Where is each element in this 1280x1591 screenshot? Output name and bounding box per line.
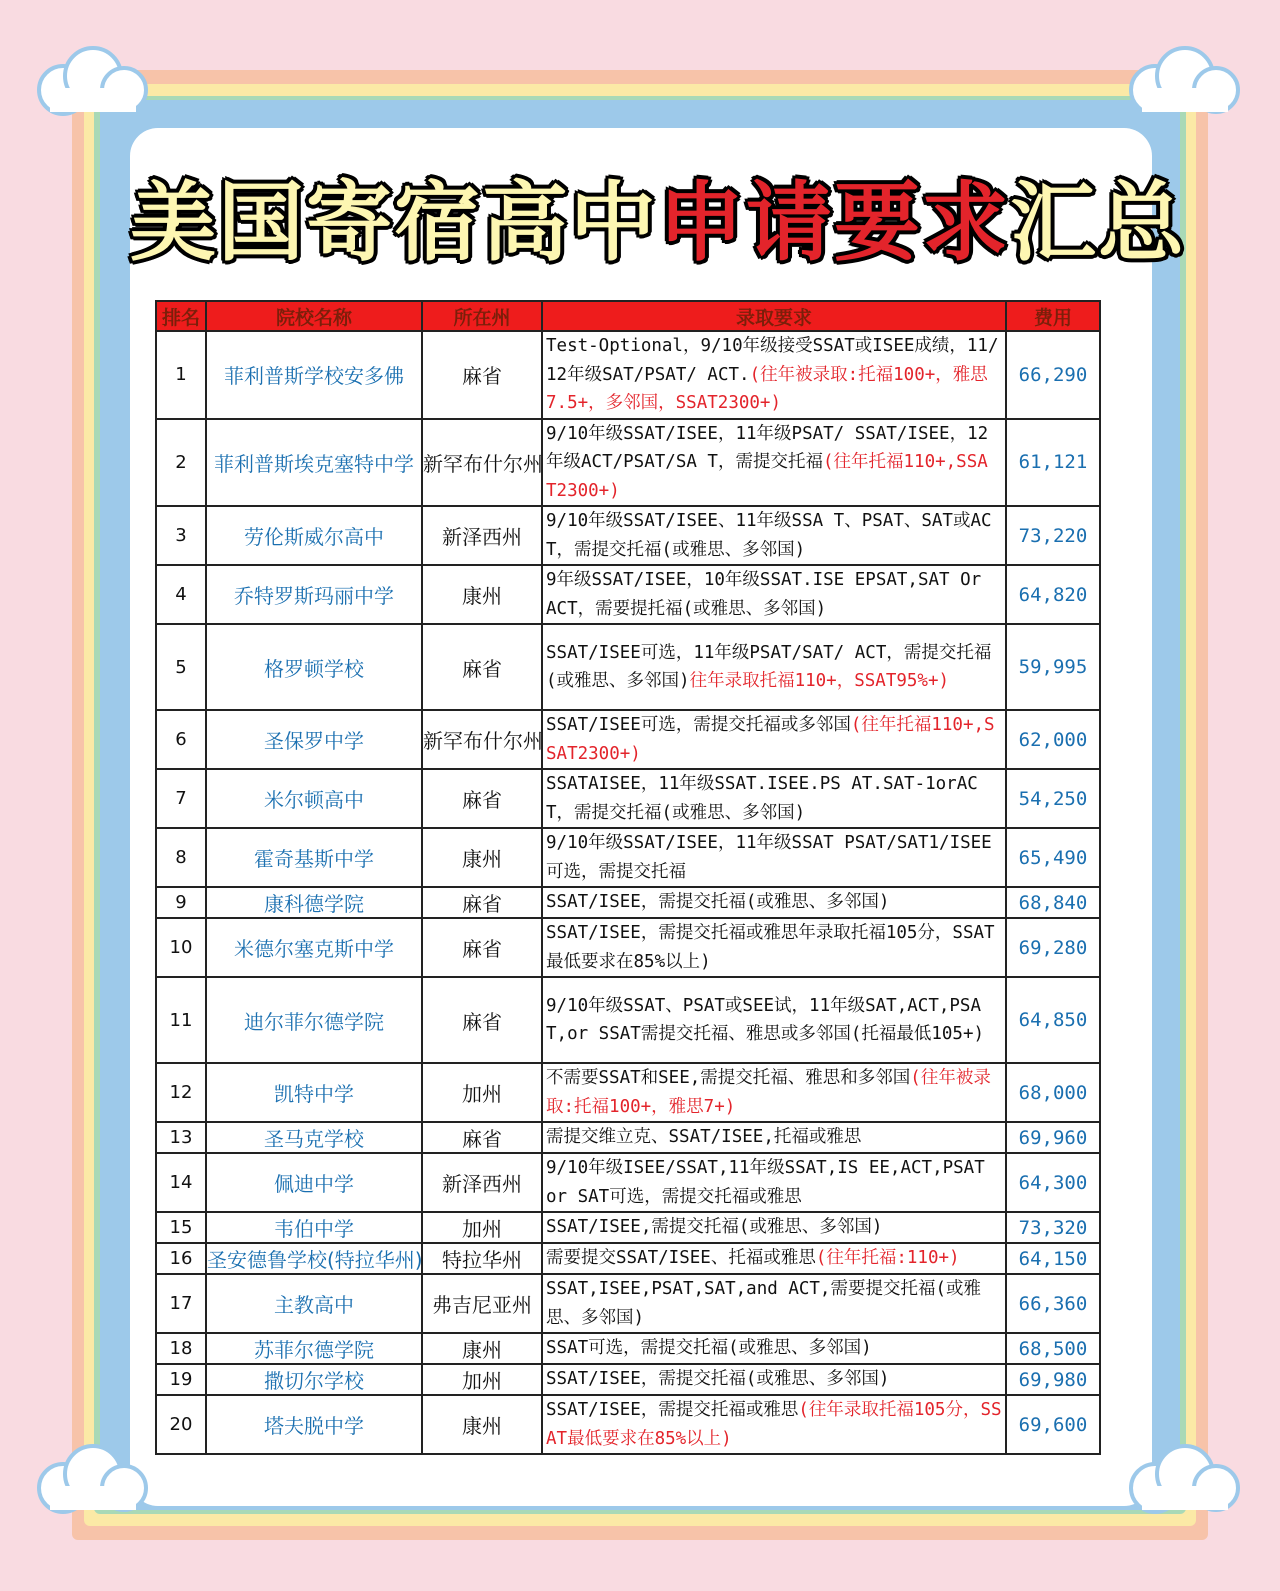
table-header-row: [156, 301, 1100, 331]
state-cell: 康州: [422, 828, 542, 887]
rank-cell: 2: [156, 419, 206, 507]
fee-cell: 68,500: [1006, 1333, 1100, 1364]
requirements-cell: [542, 769, 1006, 828]
requirements-cell: [542, 1274, 1006, 1333]
rank-cell: 19: [156, 1364, 206, 1395]
state-cell: 康州: [422, 1333, 542, 1364]
fee-cell: 64,820: [1006, 565, 1100, 624]
table-row: [156, 918, 1100, 977]
requirements-cell: [542, 1333, 1006, 1364]
school-name-cell: 主教高中: [206, 1274, 422, 1333]
rank-cell: 17: [156, 1274, 206, 1333]
school-name-cell: 菲利普斯学校安多佛: [206, 331, 422, 419]
state-cell: 新泽西州: [422, 506, 542, 565]
requirements-text: Test-Optional，9/10年级接受SSAT或ISEE成绩，11/12年级SAT/PSAT/ ACT.: [546, 336, 999, 385]
state-cell: 加州: [422, 1212, 542, 1243]
rank-cell: 15: [156, 1212, 206, 1243]
table-row: [156, 624, 1100, 710]
table-row: [156, 710, 1100, 769]
school-name-cell: 撒切尔学校: [206, 1364, 422, 1395]
fee-cell: 73,320: [1006, 1212, 1100, 1243]
requirements-text: 9/10年级SSAT、PSAT或SEE试，11年级SAT,ACT,PSAT,or SSAT需提交托福、雅思或多邻国(托福最低105+): [546, 995, 985, 1044]
fee-cell: 62,000: [1006, 710, 1100, 769]
state-cell: 新罕布什尔州: [422, 710, 542, 769]
state-cell: 康州: [422, 565, 542, 624]
requirements-note: (往年被录取:托福100+，雅思7+): [546, 1068, 991, 1117]
table-row: [156, 565, 1100, 624]
state-cell: 麻省: [422, 918, 542, 977]
cloud-icon: [1120, 42, 1250, 122]
school-name-cell: 米尔顿高中: [206, 769, 422, 828]
requirements-text: SSAT/ISEE，需提交托福或雅思: [546, 1400, 799, 1420]
rank-cell: 16: [156, 1243, 206, 1274]
state-cell: 麻省: [422, 769, 542, 828]
rank-cell: 7: [156, 769, 206, 828]
school-name-cell: 乔特罗斯玛丽中学: [206, 565, 422, 624]
school-name-cell: 圣马克学校: [206, 1122, 422, 1153]
fee-cell: 64,850: [1006, 977, 1100, 1063]
requirements-cell: [542, 710, 1006, 769]
header-rank: 排名: [156, 301, 206, 331]
fee-cell: 68,840: [1006, 887, 1100, 918]
requirements-cell: [542, 887, 1006, 918]
requirements-text: SSAT/ISEE，需提交托福(或雅思、多邻国): [546, 1369, 890, 1390]
school-name-cell: 康科德学院: [206, 887, 422, 918]
title-part-2: 申请要求: [658, 173, 1010, 273]
school-name-cell: 迪尔菲尔德学院: [206, 977, 422, 1063]
fee-cell: 68,000: [1006, 1063, 1100, 1122]
requirements-text: 9年级SSAT/ISEE，10年级SSAT.ISE EPSAT,SAT Or ACT，需要提托福(或雅思、多邻国): [546, 570, 982, 619]
fee-cell: 61,121: [1006, 419, 1100, 507]
requirements-text: SSAT可选，需提交托福(或雅思、多邻国): [546, 1338, 872, 1359]
cloud-icon: [28, 1440, 158, 1520]
requirements-note: (往年托福:110+): [815, 1248, 960, 1269]
school-name-cell: 霍奇基斯中学: [206, 828, 422, 887]
cloud-icon: [28, 42, 158, 122]
table-row: [156, 887, 1100, 918]
state-cell: 麻省: [422, 887, 542, 918]
table-row: [156, 1122, 1100, 1153]
rank-cell: 5: [156, 624, 206, 710]
requirements-cell: [542, 1212, 1006, 1243]
school-name-cell: 塔夫脱中学: [206, 1395, 422, 1454]
state-cell: 新泽西州: [422, 1153, 542, 1212]
title-part-3: 汇总: [1010, 173, 1186, 273]
state-cell: 麻省: [422, 1122, 542, 1153]
requirements-cell: [542, 1364, 1006, 1395]
fee-cell: 69,600: [1006, 1395, 1100, 1454]
table-row: [156, 1063, 1100, 1122]
table-row: [156, 1364, 1100, 1395]
school-name-cell: 佩迪中学: [206, 1153, 422, 1212]
table-body: [156, 331, 1100, 1454]
requirements-note: (往年被录取:托福100+，雅思7.5+，多邻国，SSAT2300+): [546, 364, 988, 413]
page-title: [130, 168, 1186, 278]
table-row: [156, 1212, 1100, 1243]
rank-cell: 3: [156, 506, 206, 565]
requirements-text: 9/10年级SSAT/ISEE、11年级SSA T、PSAT、SAT或ACT，需提交托福(或雅思、多邻国): [546, 511, 992, 560]
table-row: [156, 1333, 1100, 1364]
requirements-cell: [542, 918, 1006, 977]
table-row: [156, 1395, 1100, 1454]
header-state: 所在州: [422, 301, 542, 331]
rank-cell: 10: [156, 918, 206, 977]
school-name-cell: 劳伦斯威尔高中: [206, 506, 422, 565]
requirements-cell: [542, 565, 1006, 624]
requirements-note: (往年录取托福105分，SSAT最低要求在85%以上): [546, 1400, 1002, 1449]
requirements-text: 需要提交SSAT/ISEE、托福或雅思: [546, 1248, 816, 1269]
table-row: [156, 828, 1100, 887]
state-cell: 新罕布什尔州: [422, 419, 542, 507]
requirements-text: SSAT/ISEE，需提交托福或雅思年录取托福105分，SSAT最低要求在85%以上): [546, 923, 995, 972]
requirements-note: (往年托福110+,SSA T2300+): [546, 452, 988, 501]
rank-cell: 18: [156, 1333, 206, 1364]
state-cell: 麻省: [422, 331, 542, 419]
fee-cell: 66,290: [1006, 331, 1100, 419]
school-name-cell: 苏菲尔德学院: [206, 1333, 422, 1364]
state-cell: 加州: [422, 1364, 542, 1395]
requirements-text: SSAT,ISEE,PSAT,SAT,and ACT,需要提交托福(或雅思、多邻国): [546, 1279, 982, 1328]
table-row: [156, 769, 1100, 828]
requirements-text: SSAT/ISEE，需提交托福(或雅思、多邻国): [546, 892, 890, 913]
requirements-cell: [542, 419, 1006, 507]
school-name-cell: 菲利普斯埃克塞特中学: [206, 419, 422, 507]
rank-cell: 13: [156, 1122, 206, 1153]
table-row: [156, 331, 1100, 419]
header-fee: 费用: [1006, 301, 1100, 331]
requirements-text: SSAT/ISEE可选，需提交托福或多邻国: [546, 715, 851, 735]
requirements-cell: [542, 506, 1006, 565]
rank-cell: 14: [156, 1153, 206, 1212]
cloud-icon: [1120, 1440, 1250, 1520]
requirements-cell: [542, 1395, 1006, 1454]
rank-cell: 11: [156, 977, 206, 1063]
fee-cell: 73,220: [1006, 506, 1100, 565]
school-name-cell: 凯特中学: [206, 1063, 422, 1122]
rank-cell: 1: [156, 331, 206, 419]
requirements-text: SSATAISEE，11年级SSAT.ISEE.PS AT.SAT-1orACT，需提交托福(或雅思、多邻国): [546, 774, 978, 823]
school-name-cell: 圣保罗中学: [206, 710, 422, 769]
table-row: [156, 1274, 1100, 1333]
fee-cell: 69,980: [1006, 1364, 1100, 1395]
rank-cell: 12: [156, 1063, 206, 1122]
rank-cell: 6: [156, 710, 206, 769]
table-row: [156, 977, 1100, 1063]
requirements-text: 需提交维立克、SSAT/ISEE,托福或雅思: [546, 1127, 862, 1148]
table-row: [156, 506, 1100, 565]
header-requirements: 录取要求: [542, 301, 1006, 331]
table-row: [156, 1243, 1100, 1274]
school-name-cell: 米德尔塞克斯中学: [206, 918, 422, 977]
header-school: 院校名称: [206, 301, 422, 331]
requirements-cell: [542, 1243, 1006, 1274]
requirements-cell: [542, 331, 1006, 419]
fee-cell: 64,150: [1006, 1243, 1100, 1274]
table-row: [156, 419, 1100, 507]
school-name-cell: 圣安德鲁学校(特拉华州): [206, 1243, 422, 1274]
title-part-1: 美国寄宿高中: [130, 173, 658, 273]
state-cell: 麻省: [422, 977, 542, 1063]
requirements-text: SSAT/ISEE可选，11年级PSAT/SAT/ ACT，需提交托福(或雅思、多邻国): [546, 642, 992, 691]
requirements-text: SSAT/ISEE,需提交托福(或雅思、多邻国): [546, 1217, 883, 1238]
rank-cell: 8: [156, 828, 206, 887]
state-cell: 加州: [422, 1063, 542, 1122]
requirements-text: 9/10年级SSAT/ISEE，11年级SSAT PSAT/SAT1/ISEE可选，需提交托福: [546, 833, 992, 882]
state-cell: 康州: [422, 1395, 542, 1454]
rank-cell: 9: [156, 887, 206, 918]
rank-cell: 4: [156, 565, 206, 624]
fee-cell: 69,280: [1006, 918, 1100, 977]
requirements-table: [155, 300, 1101, 1455]
requirements-note: (往年托福110+,SSAT2300+): [546, 715, 995, 764]
state-cell: 麻省: [422, 624, 542, 710]
fee-cell: 59,995: [1006, 624, 1100, 710]
state-cell: 特拉华州: [422, 1243, 542, 1274]
state-cell: 弗吉尼亚州: [422, 1274, 542, 1333]
fee-cell: 66,360: [1006, 1274, 1100, 1333]
fee-cell: 69,960: [1006, 1122, 1100, 1153]
requirements-cell: [542, 1063, 1006, 1122]
requirements-text: 不需要SSAT和SEE,需提交托福、雅思和多邻国: [546, 1068, 911, 1088]
fee-cell: 54,250: [1006, 769, 1100, 828]
requirements-note: 往年录取托福110+，SSAT95%+): [689, 671, 950, 691]
fee-cell: 64,300: [1006, 1153, 1100, 1212]
requirements-cell: [542, 624, 1006, 710]
requirements-text: 9/10年级SSAT/ISEE，11年级PSAT/ SSAT/ISEE，12年级ACT/PSAT/SA T，需提交托福: [546, 423, 989, 472]
requirements-cell: [542, 828, 1006, 887]
rank-cell: 20: [156, 1395, 206, 1454]
requirements-cell: [542, 1153, 1006, 1212]
school-name-cell: 韦伯中学: [206, 1212, 422, 1243]
table-row: [156, 1153, 1100, 1212]
requirements-text: 9/10年级ISEE/SSAT,11年级SSAT,IS EE,ACT,PSAT or SAT可选，需提交托福或雅思: [546, 1158, 985, 1207]
requirements-cell: [542, 1122, 1006, 1153]
requirements-cell: [542, 977, 1006, 1063]
school-name-cell: 格罗顿学校: [206, 624, 422, 710]
fee-cell: 65,490: [1006, 828, 1100, 887]
